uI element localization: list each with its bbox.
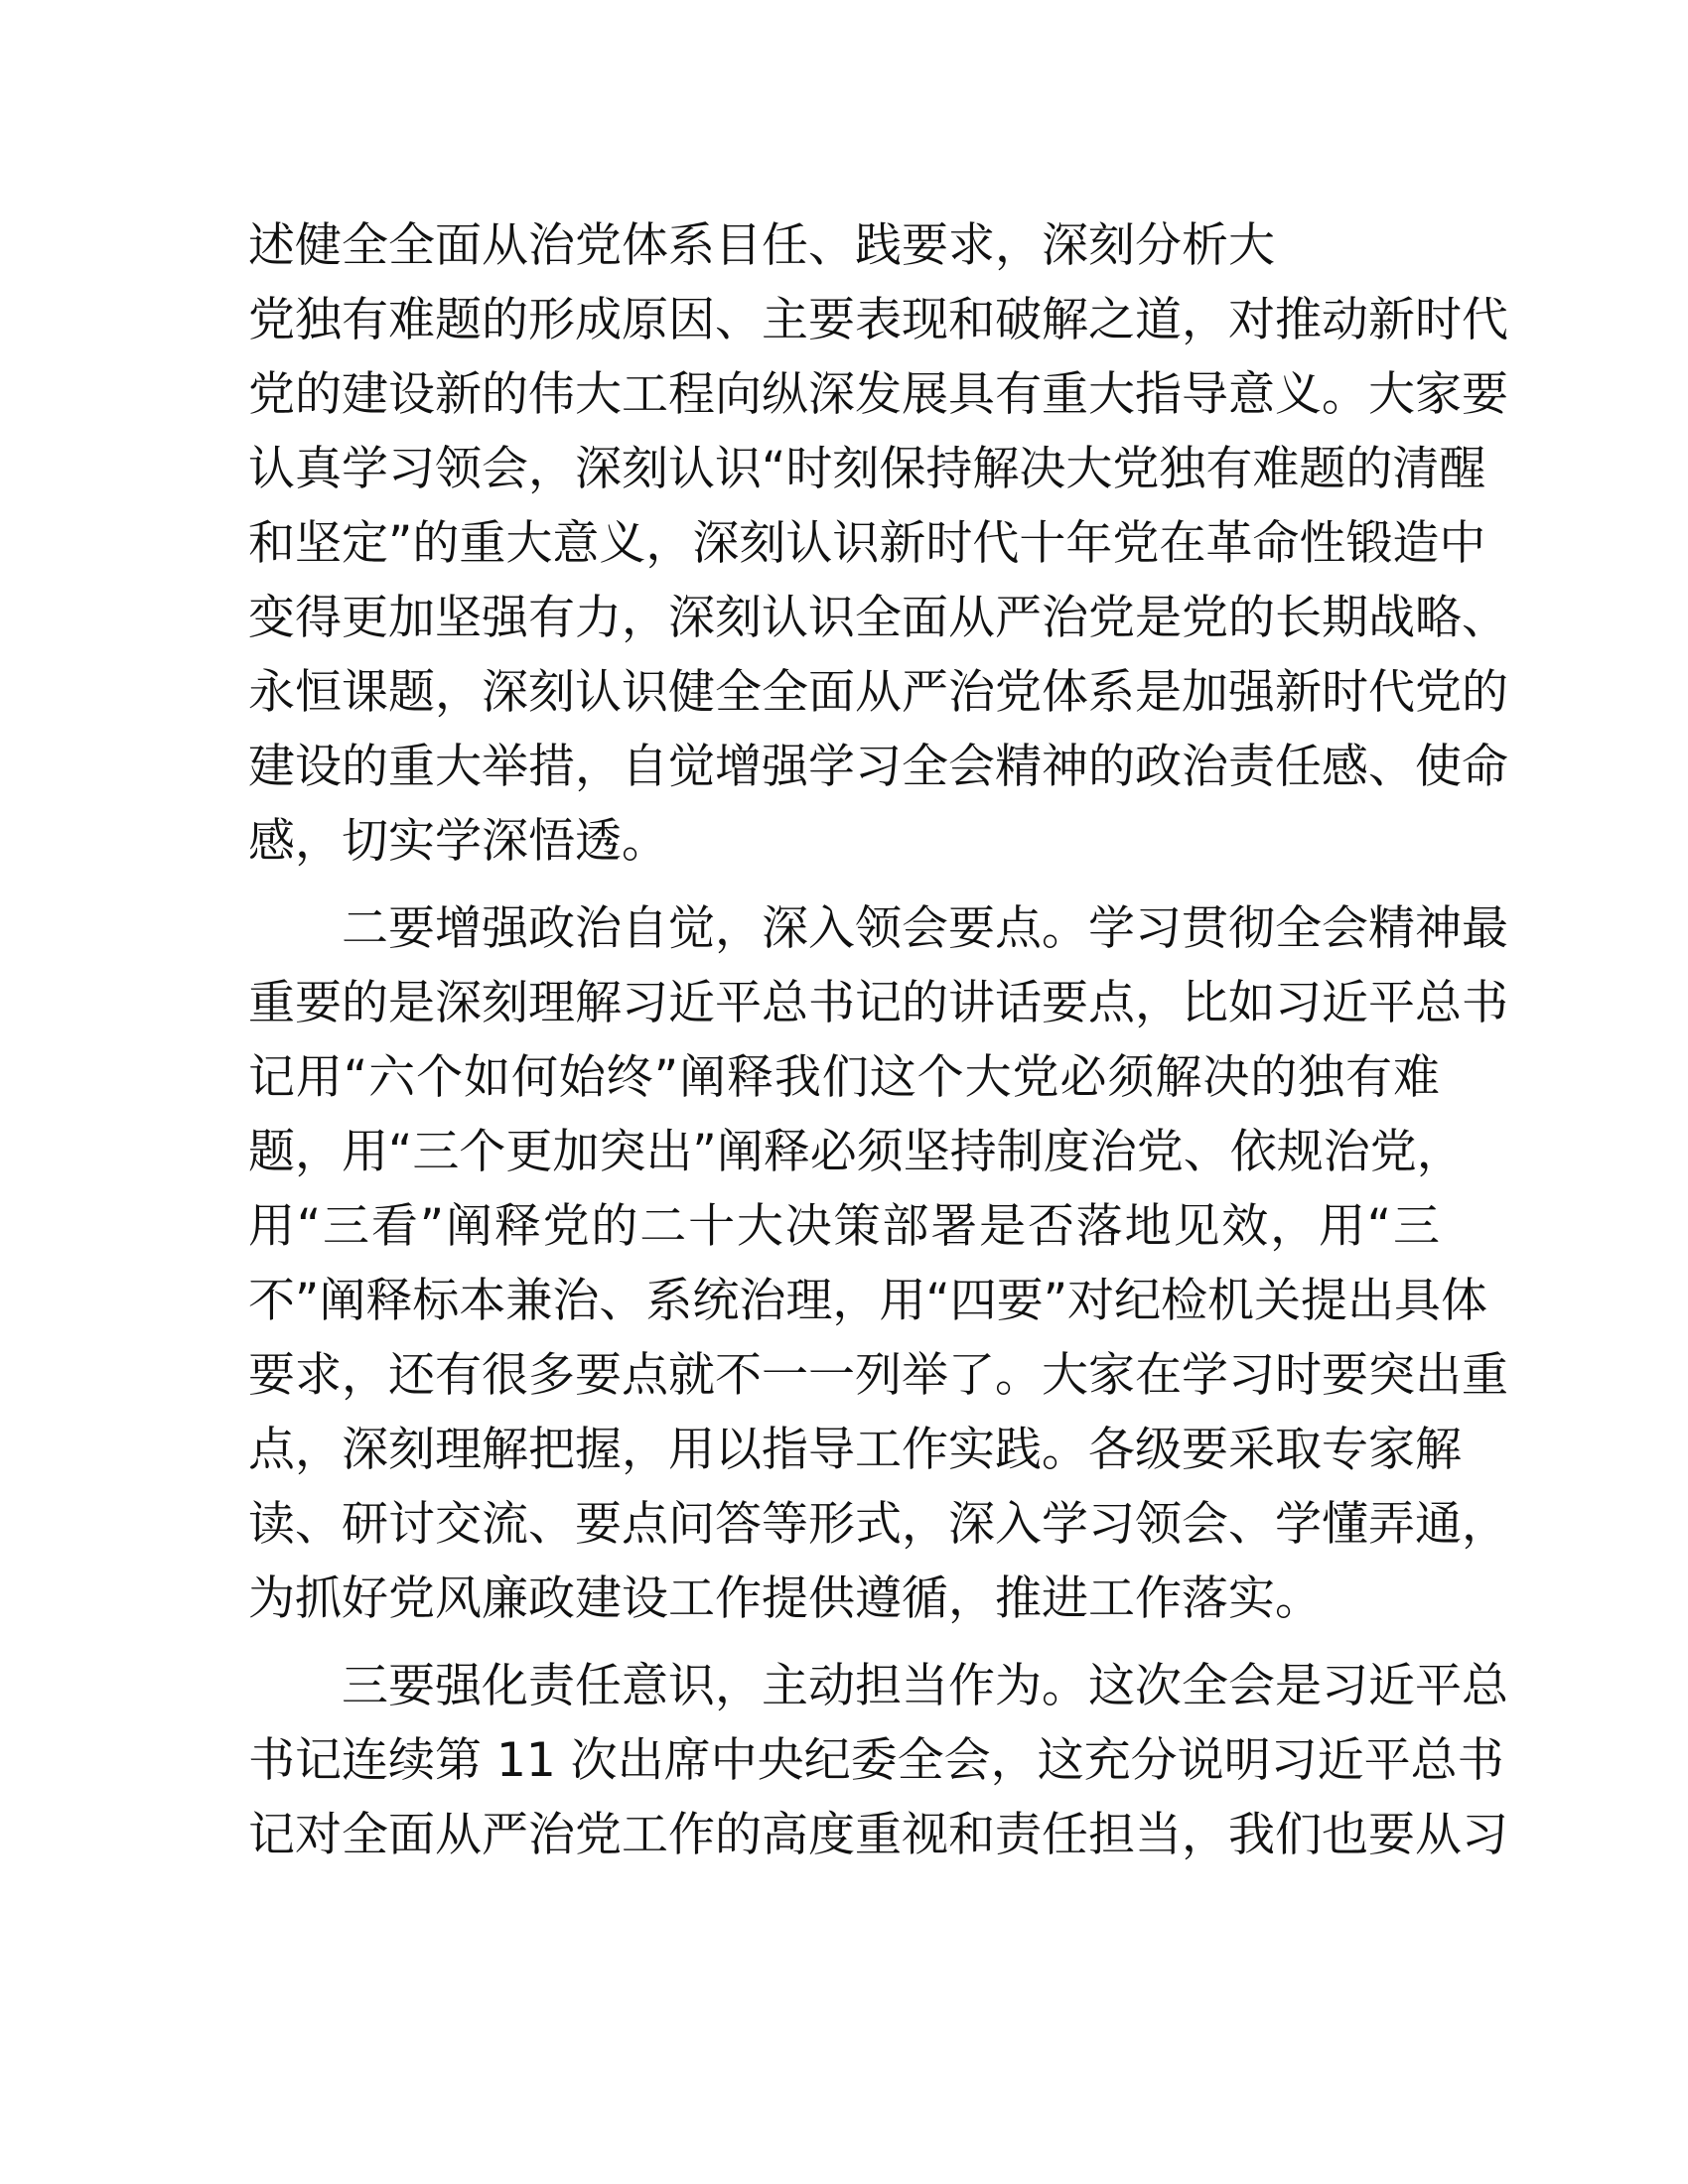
text-line: 重要的是深刻理解习近平总书记的讲话要点，比如习近平总书 [248, 976, 1508, 1030]
text-line: 点，深刻理解把握，用以指导工作实践。各级要采取专家解 [248, 1423, 1462, 1477]
text-line: 永恒课题，深刻认识健全全面从严治党体系是加强新时代党的 [248, 665, 1508, 720]
paragraph-1 [248, 208, 1508, 879]
text-line: 党独有难题的形成原因、主要表现和破解之道，对推动新时代 [248, 293, 1508, 347]
text-line: 为抓好党风廉政建设工作提供遵循，推进工作落实。 [248, 1571, 1322, 1626]
text-line: 记对全面从严治党工作的高度重视和责任担当，我们也要从习 [248, 1808, 1508, 1862]
text-line: 记用“六个如何始终”阐释我们这个大党必须解决的独有难 [248, 1050, 1440, 1105]
text-line: 读、研讨交流、要点问答等形式，深入学习领会、学懂弄通， [248, 1497, 1508, 1552]
text-line: 三要强化责任意识，主动担当作为。这次全会是习近平总 [342, 1659, 1508, 1713]
text-line: 题，用“三个更加突出”阐释必须坚持制度治党、依规治党， [248, 1125, 1464, 1179]
text-line: 和坚定”的重大意义，深刻认识新时代十年党在革命性锻造中 [248, 516, 1486, 571]
document-body [248, 208, 1508, 1885]
text-line: 党的建设新的伟大工程向纵深发展具有重大指导意义。大家要 [248, 367, 1508, 422]
text-line: 变得更加坚强有力，深刻认识全面从严治党是党的长期战略、 [248, 591, 1508, 645]
text-line: 述健全全面从治党体系目任、践要求，深刻分析大 [248, 218, 1275, 273]
text-line: 不”阐释标本兼治、系统治理，用“四要”对纪检机关提出具体 [248, 1274, 1488, 1328]
paragraph-2 [248, 891, 1508, 1636]
text-line: 二要增强政治自觉，深入领会要点。学习贯彻全会精神最 [342, 901, 1508, 956]
text-line: 认真学习领会，深刻认识“时刻保持解决大党独有难题的清醒 [248, 442, 1486, 496]
text-line: 用“三看”阐释党的二十大决策部署是否落地见效，用“三 [248, 1199, 1440, 1254]
text-line: 要求，还有很多要点就不一一列举了。大家在学习时要突出重 [248, 1348, 1508, 1403]
text-line: 书记连续第 11 次出席中央纪委全会，这充分说明习近平总书 [248, 1733, 1504, 1788]
text-line: 感，切实学深悟透。 [248, 814, 668, 869]
text-line: 建设的重大举措，自觉增强学习全会精神的政治责任感、使命 [248, 740, 1508, 794]
paragraph-3 [248, 1649, 1508, 1872]
